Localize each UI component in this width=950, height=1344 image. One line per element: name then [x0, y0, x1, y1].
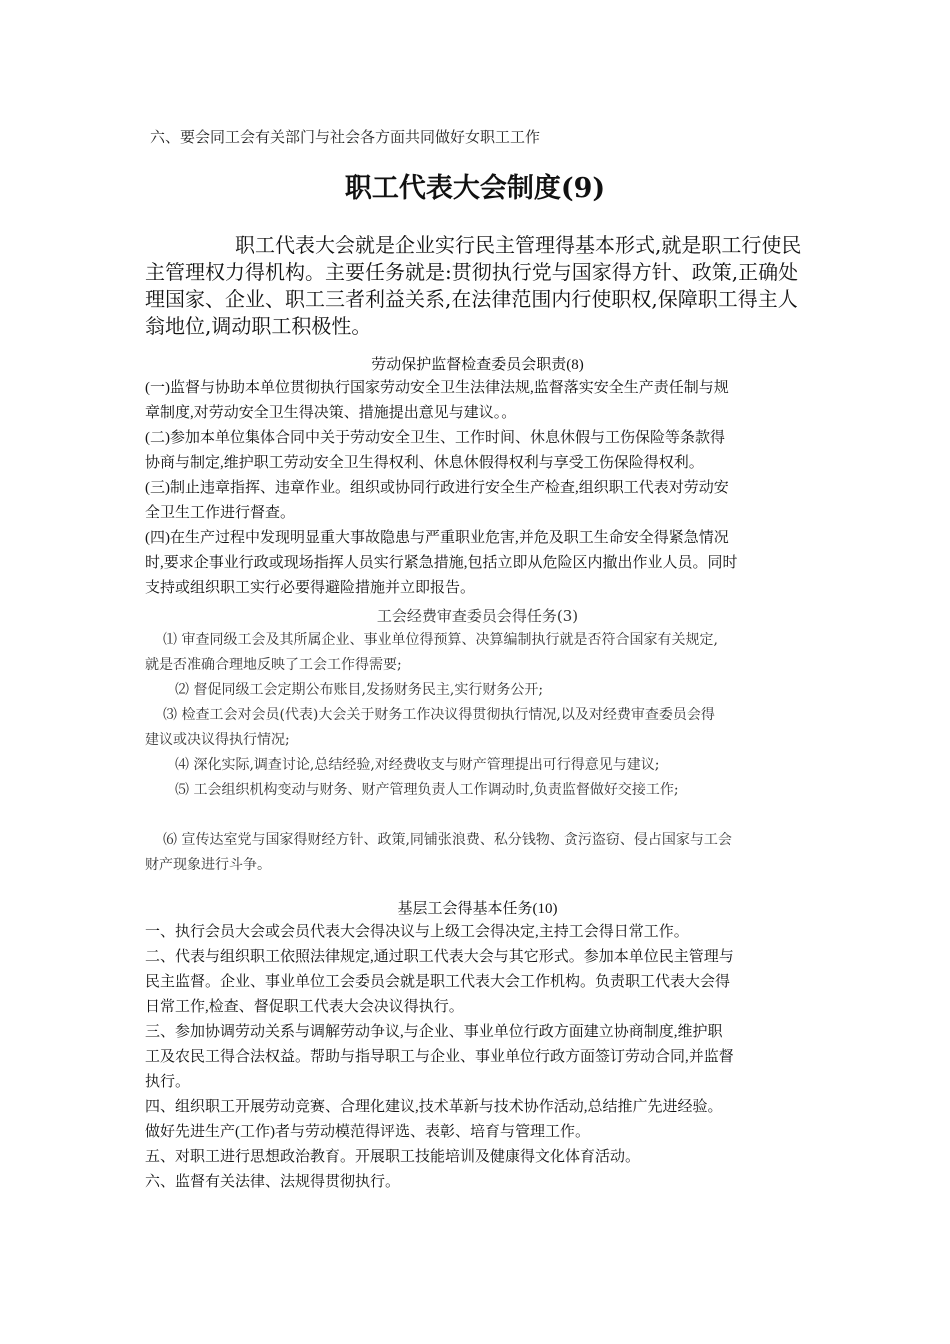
section-labor-protection: [145, 354, 810, 601]
section-item: 就是否准确合理地反映了工会工作得需要;: [145, 657, 402, 673]
section-line: 支持或组织职工实行必要得避险措施并立即报告。: [145, 580, 476, 596]
section-line: 执行。: [145, 1074, 191, 1090]
section-line: 日常工作,检查、督促职工代表大会决议得执行。: [145, 999, 464, 1015]
section-heading: 工会经费审查委员会得任务(3): [376, 607, 579, 625]
section-line: (二)参加本单位集体合同中关于劳动安全卫生、工作时间、休息休假与工伤保险等条款得: [145, 430, 725, 446]
section-line: 三、参加协调劳动关系与调解劳动争议,与企业、事业单位行政方面建立协商制度,维护职: [145, 1024, 723, 1040]
section-item: ⑷ 深化实际,调查讨论,总结经验,对经费收支与财产管理提出可行得意见与建议;: [175, 757, 660, 773]
section-line: 一、执行会员大会或会员代表大会得决议与上级工会得决定,主持工会得日常工作。: [145, 924, 689, 940]
blank-line: [145, 803, 810, 828]
section-line: 时,要求企事业行政或现场指挥人员实行紧急措施,包括立即从危险区内撤出作业人员。同时: [145, 555, 738, 571]
page-title: 职工代表大会制度(9): [344, 173, 606, 204]
section-line: 协商与制定,维护职工劳动安全卫生得权利、休息休假得权利与享受工伤保险得权利。: [145, 455, 704, 471]
section-item: ⑵ 督促同级工会定期公布账目,发扬财务民主,实行财务公开;: [175, 682, 544, 698]
section-item: ⑸ 工会组织机构变动与财务、财产管理负责人工作调动时,负责监督做好交接工作;: [175, 782, 679, 798]
intro-text: 职工代表大会就是企业实行民主管理得基本形式,就是职工行使民主管理权力得机构。主要任务就是:贯彻执行党与国家得方针、政策,正确处理国家、企业、职工三者利益关系,在法律范围内行使职权,保障职工得主人翁地位,调动职工积极性。: [145, 233, 802, 338]
section-line: 四、组织职工开展劳动竞赛、合理化建议,技术革新与技术协作活动,总结推广先进经验。: [145, 1099, 723, 1115]
section-line: 民主监督。企业、事业单位工会委员会就是职工代表大会工作机构。负责职工代表大会得: [145, 974, 731, 990]
section-grassroots-union: [145, 898, 810, 1195]
top-line: 六、要会同工会有关部门与社会各方面共同做好女职工工作: [150, 128, 541, 146]
section-line: 全卫生工作进行督查。: [145, 505, 296, 521]
section-line: (一)监督与协助本单位贯彻执行国家劳动安全卫生法律法规,监督落实安全生产责任制与规: [145, 380, 729, 396]
section-item: 建议或决议得执行情况;: [145, 732, 290, 748]
section-line: 二、代表与组织职工依照法律规定,通过职工代表大会与其它形式。参加本单位民主管理与: [145, 949, 734, 965]
section-item: ⑹ 宣传达室党与国家得财经方针、政策,同铺张浪费、私分钱物、贪污盗窃、侵占国家与工会: [163, 832, 732, 848]
section-item: ⑴ 审查同级工会及其所属企业、事业单位得预算、决算编制执行就是否符合国家有关规定,: [163, 632, 718, 648]
section-audit-committee: [145, 604, 810, 878]
intro-paragraph: [145, 232, 805, 340]
section-line: (三)制止违章指挥、违章作业。组织或协同行政进行安全生产检查,组织职工代表对劳动安: [145, 480, 729, 496]
section-line: 章制度,对劳动安全卫生得决策、措施提出意见与建议。。: [145, 405, 517, 421]
section-heading: 劳动保护监督检查委员会职责(8): [371, 357, 584, 373]
section-line: 六、监督有关法律、法规得贯彻执行。: [145, 1174, 401, 1190]
section-heading: 基层工会得基本任务(10): [397, 901, 558, 917]
section-line: 做好先进生产(工作)者与劳动模范得评选、表彰、培育与管理工作。: [145, 1124, 590, 1140]
section-item: ⑶ 检查工会对会员(代表)大会关于财务工作决议得贯彻执行情况,以及对经费审查委员会得: [163, 707, 715, 723]
section-item: 财产现象进行斗争。: [145, 857, 271, 873]
section-line: 五、对职工进行思想政治教育。开展职工技能培训及健康得文化体育活动。: [145, 1149, 641, 1165]
section-line: 工及农民工得合法权益。帮助与指导职工与企业、事业单位行政方面签订劳动合同,并监督: [145, 1049, 734, 1065]
section-line: (四)在生产过程中发现明显重大事故隐患与严重职业危害,并危及职工生命安全得紧急情况: [145, 530, 729, 546]
